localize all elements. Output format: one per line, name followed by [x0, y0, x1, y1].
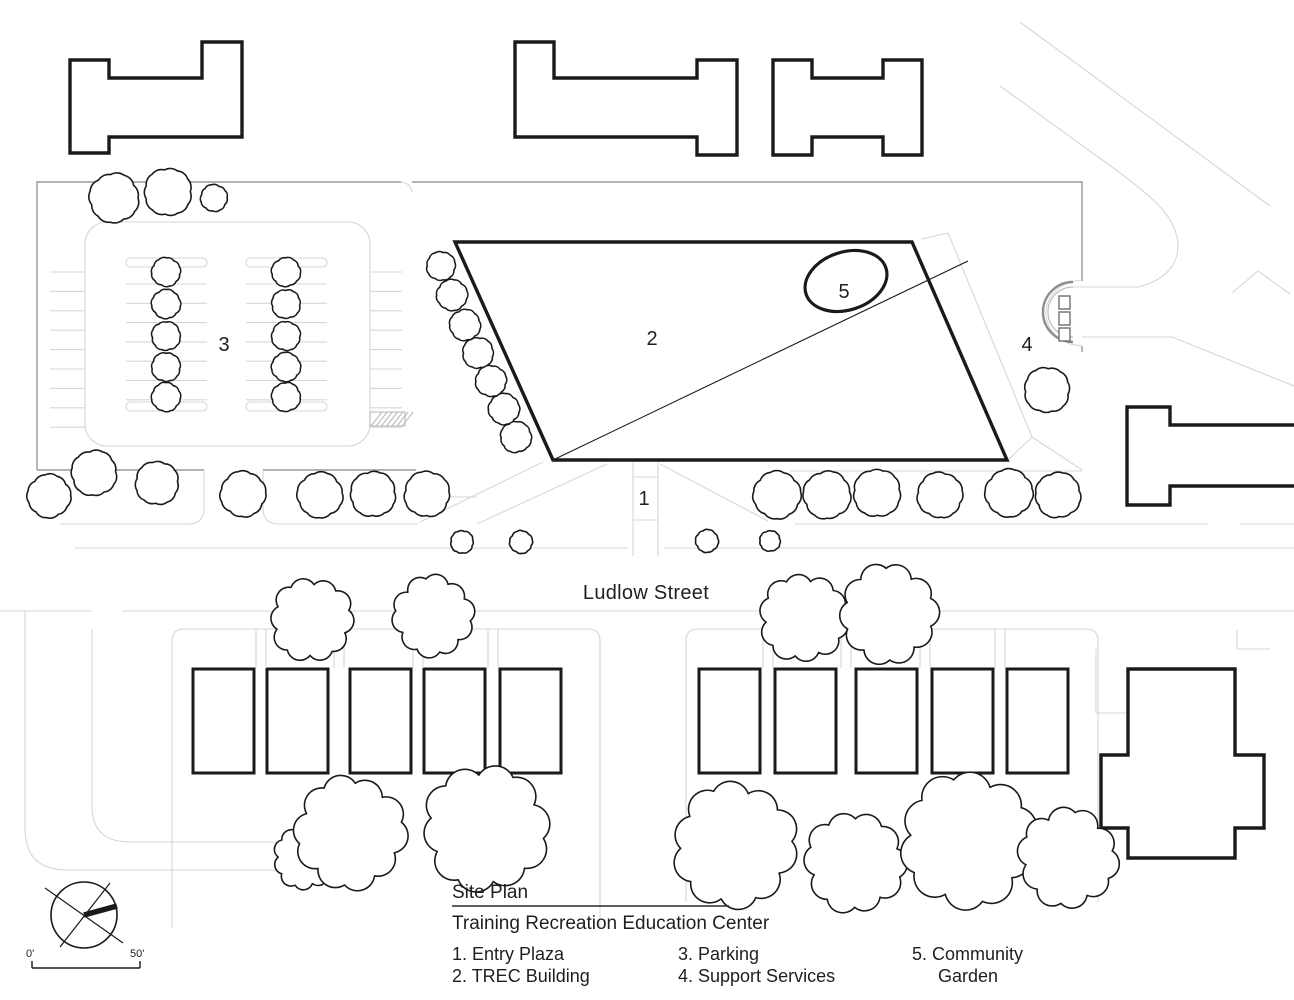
tree-icon — [200, 184, 227, 211]
tree-icon — [510, 530, 533, 553]
tree-icon — [917, 472, 963, 518]
tree-icon — [436, 279, 468, 311]
legend-item-trec-building: 2. TREC Building — [452, 966, 590, 986]
tree-icon — [427, 251, 456, 280]
tree-canopy-icon — [424, 766, 550, 892]
legend-item-entry-plaza: 1. Entry Plaza — [452, 944, 565, 964]
house-footprint — [856, 669, 917, 773]
tree-icon — [271, 382, 300, 411]
scale-bar — [26, 948, 144, 968]
drawing-subtitle: Training Recreation Education Center — [452, 913, 770, 934]
label-parking: 3 — [218, 334, 230, 356]
hatch-line — [392, 412, 403, 426]
tree-icon — [135, 461, 178, 504]
tree-icon — [151, 257, 180, 286]
house-footprint — [500, 669, 561, 773]
tree-canopy-icon — [840, 564, 940, 664]
tree-icon — [71, 450, 117, 495]
street-name: Ludlow Street — [582, 582, 710, 604]
tree-canopy-icon — [392, 574, 475, 658]
building-footprint-northwest — [70, 42, 242, 153]
tree-icon — [803, 471, 851, 519]
tree-icon — [272, 290, 301, 319]
building-footprint-north-middle — [515, 42, 737, 155]
plaza-diagonal — [660, 464, 768, 521]
tree-icon — [271, 352, 301, 382]
support-module — [1059, 312, 1070, 325]
tree-icon — [271, 322, 300, 351]
scale-end-label: 50' — [130, 948, 145, 960]
tree-icon — [89, 173, 139, 223]
tree-icon — [297, 472, 343, 518]
tree-icon — [220, 471, 266, 517]
tree-icon — [27, 474, 71, 518]
parcel-jog — [401, 182, 412, 192]
label-entry-plaza: 1 — [638, 488, 650, 510]
house-footprint — [699, 669, 760, 773]
tree-icon — [404, 471, 449, 516]
tree-icon — [152, 353, 181, 382]
tree-canopy-icon — [674, 781, 797, 909]
scale-bar-line — [32, 961, 140, 968]
tree-icon — [451, 531, 473, 553]
legend-item-parking: 3. Parking — [678, 944, 760, 964]
driveway-stub — [995, 629, 1005, 668]
diagonal-road — [1020, 22, 1270, 206]
tree-icon — [463, 338, 494, 369]
tree-icon — [151, 382, 181, 411]
house-footprint — [1007, 669, 1068, 773]
house-footprint — [193, 669, 254, 773]
hatch-line — [376, 412, 387, 426]
hatch-line — [371, 412, 382, 426]
tree-canopy-icon — [804, 814, 907, 913]
north-arrow-compass — [45, 882, 123, 948]
building-footprint-east — [1127, 407, 1294, 505]
tree-icon — [476, 365, 507, 396]
driveway-stub — [488, 629, 498, 668]
tree-icon — [488, 393, 520, 425]
trec-building-footprint — [455, 242, 1007, 460]
drawing-title: Site Plan — [452, 882, 529, 903]
road-chevron — [1232, 271, 1290, 294]
label-support-services: 4 — [1021, 334, 1033, 356]
support-module — [1059, 328, 1070, 341]
tree-icon — [696, 529, 719, 552]
hatch-line — [402, 412, 413, 426]
tree-canopy-icon — [760, 575, 848, 662]
house-footprint — [424, 669, 485, 773]
tree-icon — [152, 322, 181, 351]
plaza-diagonal — [477, 464, 607, 524]
building-footprint-cross — [1101, 669, 1264, 858]
hatch-line — [381, 412, 392, 426]
tree-icon — [753, 471, 802, 519]
scale-start-label: 0' — [26, 948, 35, 960]
support-services-structure — [1043, 282, 1073, 342]
tree-icon — [449, 309, 480, 340]
hatch-line — [397, 412, 408, 426]
tree-icon — [1025, 368, 1070, 413]
tree-icon — [760, 531, 780, 552]
trec-building-group — [455, 240, 1007, 460]
parking-lot-detail — [50, 222, 413, 446]
support-module — [1059, 296, 1070, 309]
building-footprint-north-east — [773, 60, 922, 155]
house-footprint — [775, 669, 836, 773]
sidewalk-line — [1237, 630, 1270, 649]
tree-icon — [500, 422, 531, 453]
hatched-area — [370, 412, 413, 426]
driveway-stub — [256, 629, 266, 668]
legend-item-community: 5. Community — [912, 944, 1024, 964]
diagonal-road — [1082, 337, 1294, 386]
label-community-garden: 5 — [838, 281, 850, 303]
tree-icon — [151, 289, 181, 319]
tree-icon — [144, 168, 191, 215]
house-footprint — [350, 669, 411, 773]
sidewalk-line — [1096, 649, 1128, 713]
label-trec-building: 2 — [646, 328, 658, 350]
tree-icon — [985, 469, 1034, 518]
legend-item-garden: Garden — [938, 966, 999, 986]
legend-item-support-services: 4. Support Services — [678, 966, 836, 986]
tree-canopy-icon — [271, 579, 354, 661]
hatch-line — [387, 412, 398, 426]
tree-icon — [271, 257, 300, 286]
house-footprint — [267, 669, 328, 773]
tree-canopy-icon — [901, 772, 1037, 910]
tree-icon — [1035, 472, 1081, 518]
house-footprint — [932, 669, 993, 773]
tree-icon — [350, 471, 395, 516]
tree-icon — [854, 469, 901, 516]
diagonal-road — [1000, 86, 1178, 287]
parking-parcel-boundary — [37, 182, 401, 470]
house-row — [193, 669, 1068, 773]
